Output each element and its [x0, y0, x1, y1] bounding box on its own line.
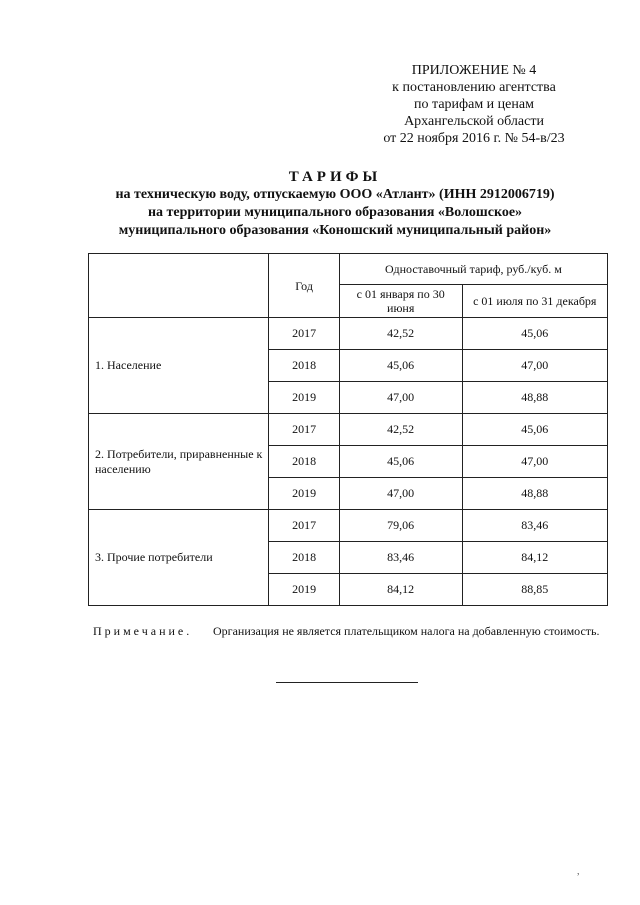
- appendix-number: ПРИЛОЖЕНИЕ № 4: [411, 63, 537, 78]
- year-cell: 2017: [269, 510, 339, 542]
- year-cell: 2019: [269, 478, 339, 510]
- year-cell: 2018: [269, 542, 339, 574]
- table-row: [89, 510, 608, 542]
- appendix-line: Архангельской области: [404, 114, 544, 129]
- appendix-header: [340, 62, 608, 147]
- margin-mark: ,: [577, 866, 580, 877]
- header-empty-cell: [89, 254, 269, 318]
- year-cell: 2018: [269, 350, 339, 382]
- tariff-cell: 42,52: [339, 414, 462, 446]
- tariff-cell: 45,06: [462, 318, 607, 350]
- header-tariff: Одноставочный тариф, руб./куб. м: [339, 254, 607, 285]
- document-title: [40, 168, 630, 240]
- title-line: на территории муниципального образования «Волошское»: [147, 205, 523, 220]
- table-row: [89, 414, 608, 446]
- category-cell: 1. Население: [89, 318, 269, 414]
- year-cell: 2017: [269, 318, 339, 350]
- title-line: муниципального образования «Коношский муниципальный район»: [118, 223, 552, 238]
- tariff-cell: 84,12: [462, 542, 607, 574]
- tariff-cell: 47,00: [339, 382, 462, 414]
- header-period-1: с 01 января по 30 июня: [339, 285, 462, 318]
- tariff-cell: 45,06: [462, 414, 607, 446]
- category-cell: 3. Прочие потребители: [89, 510, 269, 606]
- tariff-cell: 47,00: [462, 446, 607, 478]
- note-label: Примечание.: [93, 624, 193, 638]
- closing-divider: [276, 682, 418, 683]
- header-period-2: с 01 июля по 31 декабря: [462, 285, 607, 318]
- tariff-cell: 48,88: [462, 478, 607, 510]
- tariff-cell: 45,06: [339, 350, 462, 382]
- appendix-line: к постановлению агентства: [392, 80, 556, 95]
- tariff-cell: 83,46: [462, 510, 607, 542]
- tariffs-table: [88, 253, 608, 606]
- title-line: на техническую воду, отпускаемую ООО «Атлант» (ИНН 2912006719): [115, 187, 555, 202]
- note-text: Организация не является плательщиком налога на добавленную стоимость.: [213, 624, 600, 638]
- tariff-cell: 47,00: [339, 478, 462, 510]
- category-cell: 2. Потребители, приравненные к населению: [89, 414, 269, 510]
- title-main: ТАРИФЫ: [288, 169, 382, 185]
- appendix-line: по тарифам и ценам: [414, 97, 534, 112]
- table-header-row: [89, 254, 608, 285]
- header-year: Год: [269, 254, 339, 318]
- tariff-cell: 88,85: [462, 574, 607, 606]
- appendix-date: от 22 ноября 2016 г. № 54-в/23: [383, 131, 565, 146]
- tariff-cell: 79,06: [339, 510, 462, 542]
- year-cell: 2019: [269, 574, 339, 606]
- tariff-cell: 48,88: [462, 382, 607, 414]
- year-cell: 2018: [269, 446, 339, 478]
- table-row: [89, 318, 608, 350]
- year-cell: 2019: [269, 382, 339, 414]
- year-cell: 2017: [269, 414, 339, 446]
- tariff-cell: 83,46: [339, 542, 462, 574]
- tariff-cell: 47,00: [462, 350, 607, 382]
- tariff-cell: 84,12: [339, 574, 462, 606]
- tariff-cell: 45,06: [339, 446, 462, 478]
- tariff-cell: 42,52: [339, 318, 462, 350]
